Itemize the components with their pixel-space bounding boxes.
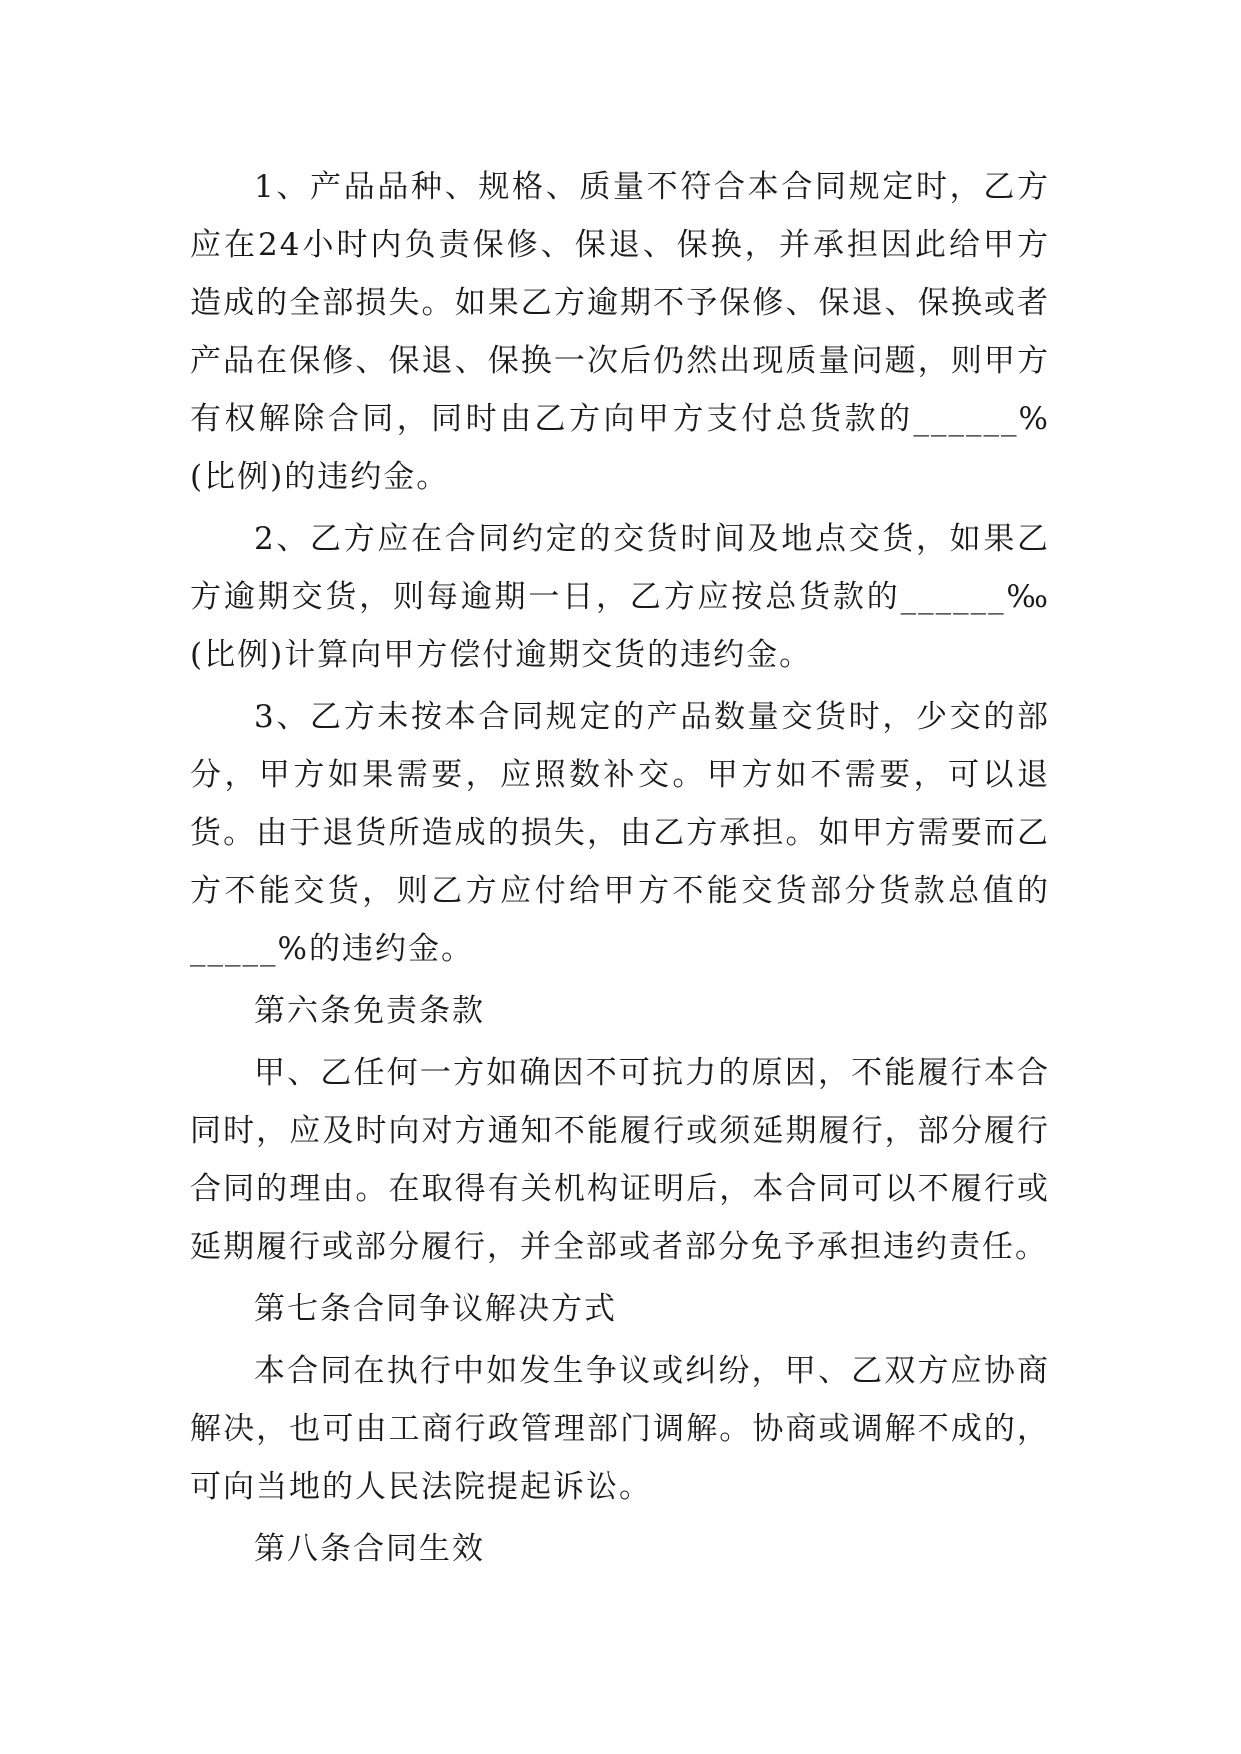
article-7-heading: 第七条合同争议解决方式 xyxy=(254,1291,617,1327)
clause-2-late-delivery: 2、乙方应在合同约定的交货时间及地点交货，如果乙方逾期交货，则每逾期一日，乙方应按总货款的______‰(比例)计算向甲方偿付逾期交货的违约金。 xyxy=(190,521,1050,673)
article-7-body: 本合同在执行中如发生争议或纠纷，甲、乙双方应协商解决，也可由工商行政管理部门调解。协商或调解不成的，可向当地的人民法院提起诉讼。 xyxy=(190,1353,1050,1505)
clause-3-quantity-shortfall: 3、乙方未按本合同规定的产品数量交货时，少交的部分，甲方如果需要，应照数补交。甲方如不需要，可以退货。由于退货所造成的损失，由乙方承担。如甲方需要而乙方不能交货，则乙方应付给甲方不能交货部分货款总值的_____%的违约金。 xyxy=(190,699,1050,967)
document-body xyxy=(190,158,1050,1582)
article-8-heading: 第八条合同生效 xyxy=(254,1531,485,1567)
article-6-heading: 第六条免责条款 xyxy=(254,993,485,1029)
clause-1-quality-liability: 1、产品品种、规格、质量不符合本合同规定时，乙方应在24小时内负责保修、保退、保换，并承担因此给甲方造成的全部损失。如果乙方逾期不予保修、保退、保换或者产品在保修、保退、保换一次后仍然出现质量问题，则甲方有权解除合同，同时由乙方向甲方支付总货款的______%(比例)的违约金。 xyxy=(190,169,1050,495)
article-6-body: 甲、乙任何一方如确因不可抗力的原因，不能履行本合同时，应及时向对方通知不能履行或须延期履行，部分履行合同的理由。在取得有关机构证明后，本合同可以不履行或延期履行或部分履行，并全部或者部分免予承担违约责任。 xyxy=(190,1055,1050,1265)
